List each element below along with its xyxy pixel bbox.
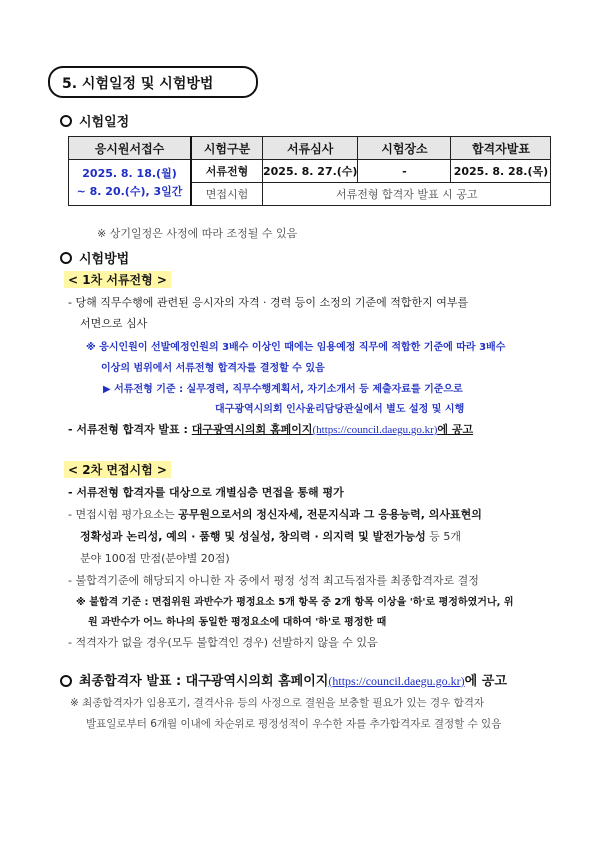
stage1-note-line2: 이상의 범위에서 서류전형 합격자를 결정할 수 있음 [101,363,325,374]
method-heading: 시험방법 [79,252,130,267]
final-announce-url: (https://council.daegu.go.kr) [328,674,465,688]
final-announce-suffix: 에 공고 [464,674,507,689]
stage1-note-line1: ※ 응시인원이 선발예정인원의 3배수 이상인 때에는 임용예정 직무에 적합한 기준에 따라 3배수 [86,342,506,353]
schedule-table [68,136,551,206]
table-header: 시험장소 [358,137,451,160]
table-cell: 2025. 8. 27.(수) [263,160,358,183]
application-period-end: ~ 8. 20.(수), 3일간 [76,184,183,198]
schedule-note: ※ 상기일정은 사정에 따라 조정될 수 있음 [97,227,298,240]
table-header: 합격자발표 [451,137,551,160]
stage1-announce-url: (https://council.daegu.go.kr) [312,424,438,436]
final-note-line2: 발표일로부터 6개월 이내에 차순위로 평정성적이 우수한 자를 추가합격자로 결정할 수 있음 [86,718,502,730]
final-announce-prefix: 최종합격자 발표 : 대구광역시의회 홈페이지 [79,674,329,689]
table-cell: 면접시험 [191,183,263,206]
stage2-title: < 2차 면접시험 > [64,461,171,478]
section-title: 5. 시험일정 및 시험방법 [62,76,214,92]
stage2-fail-line: - 불합격기준에 해당되지 아니한 자 중에서 평정 성적 최고득점자를 최종합격자로 결정 [68,574,479,587]
final-announce [79,670,507,689]
stage1-announce-suffix: 에 공고 [437,423,474,436]
stage2-eval-suffix: 등 5개 [425,530,461,543]
table-cell: - [358,160,451,183]
stage2-fail-note-line1: ※ 불합격 기준 : 면접위원 과반수가 평정요소 5개 항목 중 2개 항목 이상을 '하'로 평정하였거나, 위 [76,597,514,608]
table-cell: 서류전형 [191,160,263,183]
application-period-cell [69,160,192,206]
stage2-eval-prefix: - 면접시험 평가요소는 [68,508,179,521]
stage1-desc-line2: 서면으로 심사 [80,317,148,330]
stage1-criteria-line1: ▶ 서류전형 기준 : 실무경력, 직무수행계획서, 자기소개서 등 제출자료를 기준으로 [103,384,463,395]
stage1-announce [68,421,473,437]
bullet-circle-icon [60,252,72,264]
stage1-criteria-line2: 대구광역시의회 인사윤리담당관실에서 별도 설정 및 시행 [215,404,465,415]
application-period-start: 2025. 8. 18.(월) [82,166,177,180]
table-header: 서류심사 [263,137,358,160]
stage2-desc-line1: - 서류전형 합격자를 대상으로 개별심층 면접을 통해 평가 [68,486,344,499]
table-row [69,137,551,160]
stage1-desc-line1: - 당해 직무수행에 관련된 응시자의 자격 · 경력 등이 소정의 기준에 적합한지 여부를 [68,296,469,309]
schedule-heading: 시험일정 [79,115,130,130]
stage1-title: < 1차 서류전형 > [64,271,171,288]
stage1-announce-site: 대구광역시의회 홈페이지 [191,423,313,436]
stage2-eval-bold2: 정확성과 논리성, 예의 · 품행 및 성실성, 창의력 · 의지력 및 발전가능성 [80,530,426,543]
stage2-none-line: - 적격자가 없을 경우(모두 불합격인 경우) 선발하지 않을 수 있음 [68,636,378,649]
stage2-eval-line2 [80,528,461,544]
stage2-eval-line3: 분야 100점 만점(분야별 20점) [80,552,230,565]
stage2-eval-bold1: 공무원으로서의 정신자세, 전문지식과 그 응용능력, 의사표현의 [178,508,482,521]
table-header: 응시원서접수 [69,137,192,160]
stage1-announce-prefix: - 서류전형 합격자 발표 : [68,423,192,436]
table-header: 시험구분 [191,137,263,160]
bullet-circle-icon [60,675,72,687]
stage2-eval-line1 [68,506,482,522]
table-cell: 2025. 8. 28.(목) [451,160,551,183]
bullet-circle-icon [60,115,72,127]
table-cell: 서류전형 합격자 발표 시 공고 [263,183,551,206]
stage2-fail-note-line2: 원 과반수가 어느 하나의 동일한 평정요소에 대하여 '하'로 평정한 때 [88,617,387,628]
table-row [69,160,551,183]
final-note-line1: ※ 최종합격자가 임용포기, 결격사유 등의 사정으로 결원을 보충할 필요가 있는 경우 합격자 [70,697,484,709]
